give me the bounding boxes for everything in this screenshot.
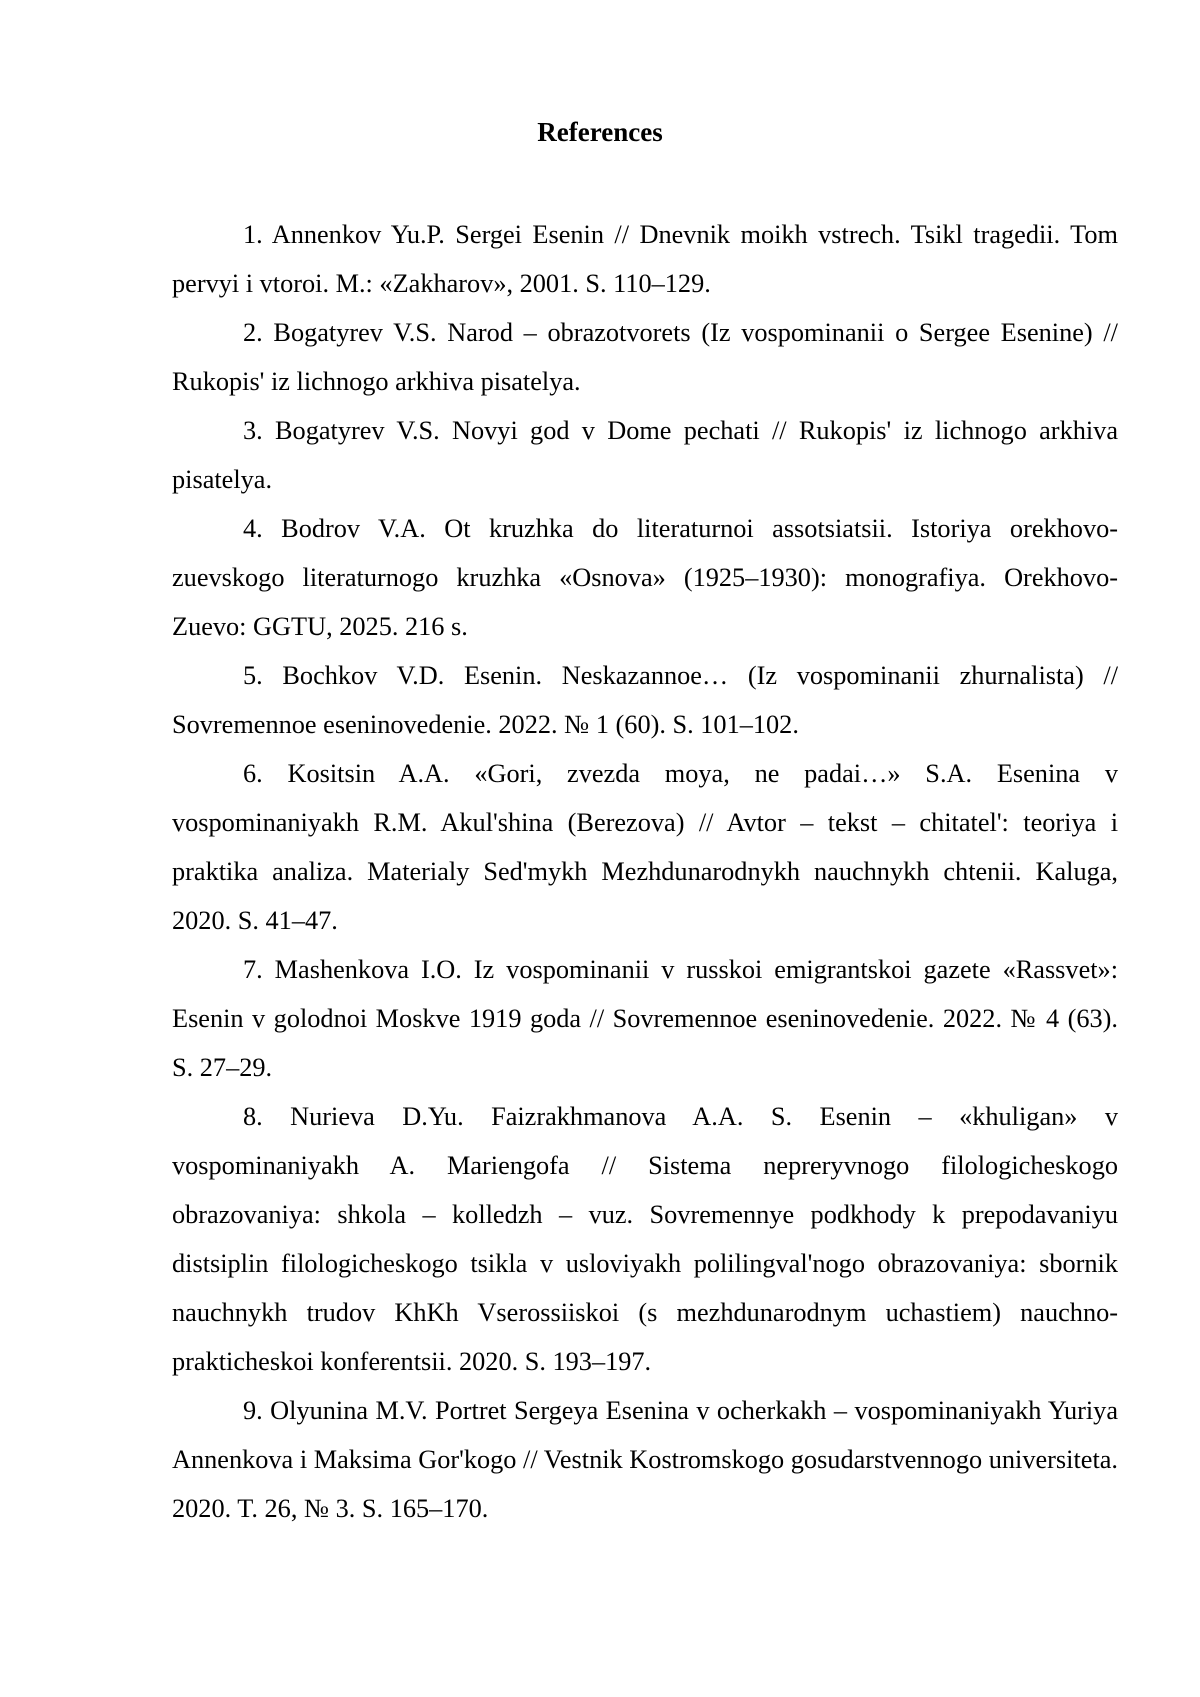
reference-item-3: 3. Bogatyrev V.S. Novyi god v Dome pechati // Rukopis' iz lichnogo arkhiva pisatelya. <box>172 416 1118 494</box>
reference-item-6: 6. Kositsin A.A. «Gori, zvezda moya, ne padai…» S.A. Esenina v vospominaniyakh R.M. Akul'shina (Berezova) // Avtor – tekst – chitatel': teoriya i praktika analiza. Materialy Sed'mykh Mezhdunarodnykh nauchnykh chtenii. Kaluga, 2020. S. 41–47. <box>172 759 1118 935</box>
reference-item-8: 8. Nurieva D.Yu. Faizrakhmanova A.A. S. Esenin – «khuligan» v vospominaniyakh A. Mariengofa // Sistema nepreryvnogo filologicheskogo obrazovaniya: shkola – kolledzh – vuz. Sovremennye podkhody k prepodavaniyu distsiplin filologicheskogo tsikla v usloviyakh polilingval'nogo obrazovaniya: sbornik nauchnykh trudov KhKh Vserossiiskoi (s mezhdunarodnym uchastiem) nauchno-prakticheskoi konferentsii. 2020. S. 193–197. <box>172 1102 1118 1376</box>
page-title: References <box>537 117 663 147</box>
reference-item-5: 5. Bochkov V.D. Esenin. Neskazannoe… (Iz vospominanii zhurnalista) // Sovremennoe eseninovedenie. 2022. № 1 (60). S. 101–102. <box>172 661 1118 739</box>
reference-item-9: 9. Olyunina M.V. Portret Sergeya Esenina v ocherkakh – vospominaniyakh Yuriya Annenkova i Maksima Gor'kogo // Vestnik Kostromskogo gosudarstvennogo universiteta. 2020. T. 26, № 3. S. 165–170. <box>172 1396 1118 1523</box>
reference-item-7: 7. Mashenkova I.O. Iz vospominanii v russkoi emigrantskoi gazete «Rassvet»: Esenin v golodnoi Moskve 1919 goda // Sovremennoe eseninovedenie. 2022. № 4 (63). S. 27–29. <box>172 955 1118 1082</box>
reference-list <box>172 210 1118 1533</box>
reference-item-2: 2. Bogatyrev V.S. Narod – obrazotvorets (Iz vospominanii o Sergee Esenine) // Rukopis' iz lichnogo arkhiva pisatelya. <box>172 318 1118 396</box>
reference-item-4: 4. Bodrov V.A. Ot kruzhka do literaturnoi assotsiatsii. Istoriya orekhovo-zuevskogo literaturnogo kruzhka «Osnova» (1925–1930): monografiya. Orekhovo-Zuevo: GGTU, 2025. 216 s. <box>172 514 1118 641</box>
reference-item-1: 1. Annenkov Yu.P. Sergei Esenin // Dnevnik moikh vstrech. Tsikl tragedii. Tom pervyi i vtoroi. M.: «Zakharov», 2001. S. 110–129. <box>172 220 1118 298</box>
